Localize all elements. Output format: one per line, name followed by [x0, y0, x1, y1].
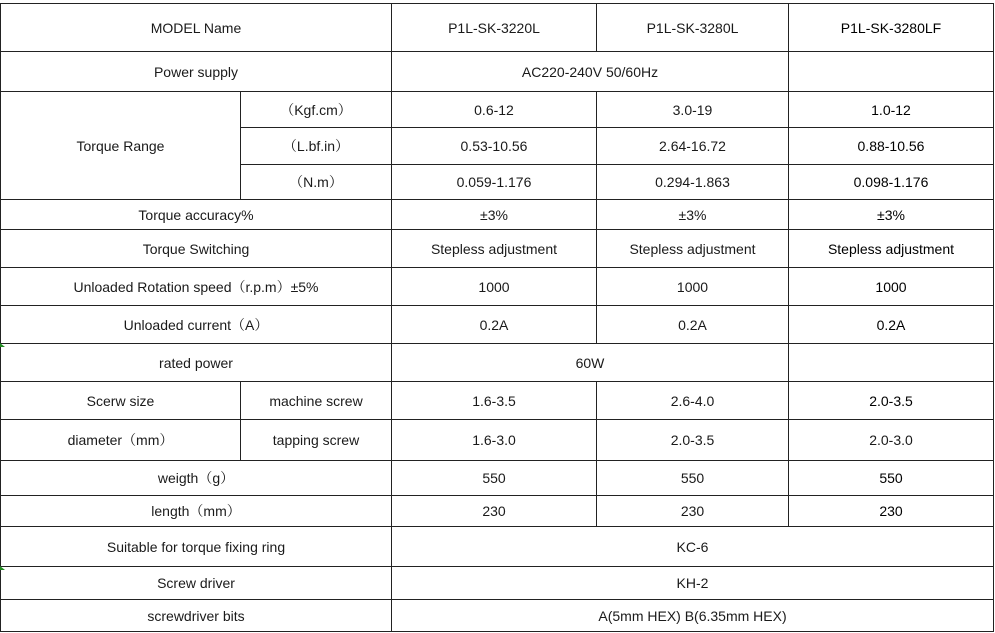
power-supply-value: AC220-240V 50/60Hz — [521, 63, 659, 80]
grid-line — [0, 566, 994, 567]
weight-3: 550 — [879, 470, 903, 486]
torque-lbfin-3: 0.88-10.56 — [857, 138, 925, 154]
torque-accuracy-3: ±3% — [877, 206, 905, 223]
torque-lbfin-1: 0.53-10.56 — [460, 138, 528, 154]
torque-switching-2: Stepless adjustment — [629, 240, 756, 257]
torque-nm-1: 0.059-1.176 — [456, 174, 532, 190]
power-supply-label: Power supply — [153, 63, 239, 80]
grid-line — [0, 51, 994, 52]
torque-range-label: Torque Range — [76, 137, 165, 154]
grid-line — [0, 305, 994, 306]
power-supply-third — [789, 52, 993, 91]
torque-unit-nm: （N.m） — [289, 174, 343, 190]
torque-kgfcm-2: 3.0-19 — [672, 101, 713, 118]
torque-nm-3: 0.098-1.176 — [853, 174, 929, 190]
tapping-screw-label: tapping screw — [272, 432, 360, 448]
bits-label: screwdriver bits — [147, 607, 245, 624]
rotation-speed-1: 1000 — [478, 278, 510, 295]
screw-driver-label: Screw driver — [157, 575, 235, 591]
rotation-speed-label: Unloaded Rotation speed（r.p.m）±5% — [73, 278, 319, 295]
grid-line — [788, 3, 789, 527]
torque-accuracy-1: ±3% — [480, 206, 508, 223]
torque-unit-kgfcm: （Kgf.cm） — [280, 101, 352, 118]
unloaded-current-2: 0.2A — [678, 316, 707, 333]
model-2-header: P1L-SK-3280L — [646, 19, 739, 36]
grid-line — [0, 381, 994, 382]
grid-line — [0, 343, 994, 344]
torque-nm-2: 0.294-1.863 — [655, 174, 730, 190]
grid-line — [0, 91, 994, 92]
screw-size-label: Scerw size — [86, 392, 155, 409]
grid-line — [0, 3, 1, 632]
tapping-screw-2: 2.0-3.5 — [670, 432, 715, 448]
torque-kgfcm-1: 0.6-12 — [474, 101, 514, 118]
weight-label: weigth（g） — [157, 470, 235, 486]
model-1-header: P1L-SK-3220L — [448, 19, 540, 36]
length-label: length（mm） — [151, 503, 241, 519]
torque-accuracy-label: Torque accuracy% — [138, 206, 254, 223]
length-1: 230 — [482, 503, 506, 519]
rated-power-third — [789, 344, 993, 381]
grid-line — [0, 419, 994, 420]
rotation-speed-2: 1000 — [676, 278, 709, 295]
grid-line — [0, 267, 994, 268]
rated-power-value: 60W — [575, 354, 605, 371]
grid-line — [0, 495, 994, 496]
grid-line — [0, 229, 994, 230]
torque-switching-label: Torque Switching — [142, 240, 250, 257]
grid-line — [0, 3, 994, 4]
torque-kgfcm-3: 1.0-12 — [871, 101, 911, 118]
machine-screw-2: 2.6-4.0 — [670, 392, 715, 409]
torque-lbfin-2: 2.64-16.72 — [659, 138, 726, 154]
unloaded-current-3: 0.2A — [876, 316, 906, 333]
machine-screw-label: machine screw — [269, 392, 363, 409]
grid-line — [391, 3, 392, 632]
tapping-screw-3: 2.0-3.0 — [869, 432, 913, 448]
grid-line — [0, 460, 994, 461]
grid-line — [241, 127, 994, 128]
machine-screw-3: 2.0-3.5 — [869, 392, 913, 409]
machine-screw-1: 1.6-3.5 — [472, 392, 516, 409]
grid-line — [993, 3, 994, 632]
rated-power-label: rated power — [159, 354, 233, 371]
torque-accuracy-2: ±3% — [678, 206, 707, 223]
grid-line — [596, 91, 597, 344]
torque-unit-lbfin: （L.bf.in） — [282, 138, 350, 154]
torque-ring-value: KC-6 — [676, 538, 709, 555]
tapping-screw-1: 1.6-3.0 — [472, 432, 516, 448]
length-2: 230 — [680, 503, 705, 519]
model-3-header: P1L-SK-3280LF — [840, 19, 942, 36]
grid-line — [0, 199, 994, 200]
grid-line — [596, 3, 597, 52]
cell-marker — [0, 343, 5, 347]
torque-switching-1: Stepless adjustment — [430, 240, 558, 257]
grid-line — [240, 381, 241, 461]
screw-driver-value: KH-2 — [676, 575, 709, 591]
grid-line — [240, 91, 241, 200]
cell-marker — [0, 566, 5, 570]
grid-line — [241, 164, 994, 165]
length-3: 230 — [879, 503, 903, 519]
grid-line — [0, 631, 994, 632]
grid-line — [0, 599, 994, 600]
weight-1: 550 — [482, 470, 506, 486]
bits-value: A(5mm HEX) B(6.35mm HEX) — [598, 607, 787, 624]
grid-line — [0, 526, 994, 527]
grid-line — [596, 381, 597, 527]
header-label: MODEL Name — [150, 19, 242, 36]
unloaded-current-1: 0.2A — [479, 316, 509, 333]
weight-2: 550 — [680, 470, 705, 486]
unloaded-current-label: Unloaded current（A） — [123, 316, 269, 333]
torque-ring-label: Suitable for torque fixing ring — [106, 538, 286, 555]
rotation-speed-3: 1000 — [875, 278, 907, 295]
diameter-label: diameter（mm） — [67, 432, 174, 448]
torque-switching-3: Stepless adjustment — [827, 240, 955, 257]
